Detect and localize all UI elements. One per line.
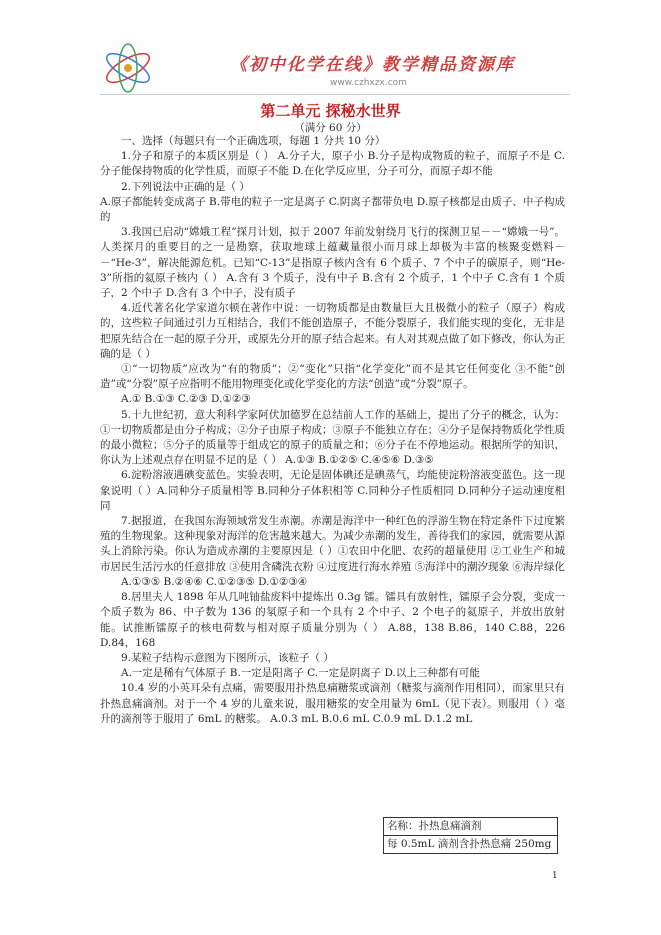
section-heading: 一、选择（每题只有一个正确选项，每题 1 分共 10 分） xyxy=(121,135,386,147)
document-title: 第二单元 探秘水世界 xyxy=(260,102,401,120)
document-body xyxy=(100,134,565,727)
atom-logo-icon xyxy=(100,40,160,96)
header-divider xyxy=(100,94,570,95)
question-2-options: A.原子都能转变成离子 B.带电的粒子一定是离子 C.阴离子都带负电 D.原子核都是由质子、中子构成的 xyxy=(100,195,565,224)
question-10: 10.4 岁的小英耳朵有点痛，需要服用扑热息痛糖浆或滴剂（糖浆与滴剂作用相同），而家里只有扑热息痛滴剂。对于一个 4 岁的儿童来说，服用糖浆的安全用量为 6mL（见下表）。则服用（ ）毫升的滴剂等于服用了 6mL 的糖浆。 A.0.3 mL B.0.6 mL C.0.9 mL D.1.2 mL xyxy=(100,682,565,725)
question-8: 8.居里夫人 1898 年从几吨铀盐废料中提炼出 0.3g 镭。镭具有放射性，镭原子会分裂，变成一个质子数为 86、中子数为 136 的氡原子和一个具有 2 个中子、2 个电子的氦原子，并放出放射能。试推断镭原子的核电荷数与相对原子质量分别为（ ） A.88，138 B.86，140 C.88，226 D.84，168 xyxy=(100,591,565,649)
question-6: 6.淀粉溶液遇碘变蓝色。实验表明，无论是固体碘还是碘蒸气，均能使淀粉溶液变蓝色。这一现象说明（ ）A.同种分子质量相等 B.同种分子体积相等 C.同种分子性质相同 D.同种分子运动速度相同 xyxy=(100,469,565,512)
page-number: 1 xyxy=(552,871,558,881)
header-banner xyxy=(100,40,570,100)
question-9-options: A.一定是稀有气体原子 B.一定是阳离子 C.一定是阴离子 D.以上三种都有可能 xyxy=(121,667,480,680)
question-4-statements: ①“一切物质”应改为“有的物质”；②“变化”只指“化学变化”而不是其它任何变化 ③不能“创造”或“分裂”原子应指明不能用物理变化或化学变化的方法“创造”或“分裂”原子。 xyxy=(100,363,565,391)
question-1: 1.分子和原子的本质区别是（ ） A.分子大，原子小 B.分子是构成物质的粒子，而原子不是 C.分子能保持物质的化学性质，而原子不能 D.在化学反应里，分子可分，而原子却不能 xyxy=(100,150,565,178)
question-7: 7.据报道，在我国东海领域常发生赤潮。赤潮是海洋中一种红色的浮游生物在特定条件下过度繁殖的生物现象。这种现象对海洋的危害越来越大。为减少赤潮的发生，善待我们的家园，就需要从源头上消除污染。你认为造成赤潮的主要原因是（ ）①农田中化肥、农药的超量使用 ②工业生产和城市居民生活污水的任意排放 ③使用含磷洗衣粉 ④过度进行海水养殖 ⑤海洋中的潮汐现象 ⑥海岸绿化 xyxy=(100,515,565,573)
question-4: 4.近代著名化学家道尔顿在著作中说：一切物质都是由数量巨大且极微小的粒子（原子）构成的，这些粒子间通过引力互相结合，我们不能创造原子，不能分裂原子，我们能实现的变化，无非是把原先结合在一起的原子分开，或原先分开的原子结合起来。有人对其观点做了如下修改，你认为正确的是（ ） xyxy=(100,302,565,360)
document-subtitle: （满分 60 分） xyxy=(294,122,367,134)
medicine-info-table xyxy=(383,817,558,854)
question-9: 9.某粒子结构示意图为下图所示，该粒子（ ） xyxy=(121,651,334,664)
medicine-name-cell: 名称：扑热息痛滴剂 xyxy=(383,817,558,836)
header-url: www.czhxzx.com xyxy=(330,78,407,88)
question-4-options: A.① B.①③ C.②③ D.①②③ xyxy=(121,393,251,406)
header-title: 《初中化学在线》教学精品资源库 xyxy=(230,55,515,75)
question-2: 2.下列说法中正确的是（ ） xyxy=(121,180,250,193)
question-5: 5.十九世纪初，意大利科学家阿伏加德罗在总结前人工作的基础上，提出了分子的概念，认为：①一切物质都是由分子构成；②分子由原子构成；③原子不能独立存在；④分子是保持物质化学性质的最小微粒；⑤分子的质量等于组成它的原子的质量之和；⑥分子在不停地运动。根据所学的知识，你认为上述观点存在明显不足的是（ ） A.①③ B.①②⑤ C.④⑤⑥ D.③⑤ xyxy=(100,408,565,467)
medicine-dose-cell: 每 0.5mL 滴剂含扑热息痛 250mg xyxy=(383,836,558,854)
question-3: 3.我国已启动“嫦娥工程”探月计划，拟于 2007 年前发射绕月飞行的探测卫星－－“嫦娥一号”。人类探月的重要目的之一是勘察，获取地球上蕴藏量很小而月球上却极为丰富的核聚变燃料－－“He-3”，解决能源危机。已知“C-13”是指原子核内含有 6 个质子、7 个中子的碳原子，则“He-3”所指的氦原子核内（ ） A.含有 3 个质子，没有中子 B.含有 2 个质子，1 个中子 C.含有 1 个质子，2 个中子 D.含有 3 个中子，没有质子 xyxy=(100,226,566,300)
question-7-options: A.①③⑤ B.②④⑥ C.①②③⑤ D.①②③④ xyxy=(121,575,308,588)
